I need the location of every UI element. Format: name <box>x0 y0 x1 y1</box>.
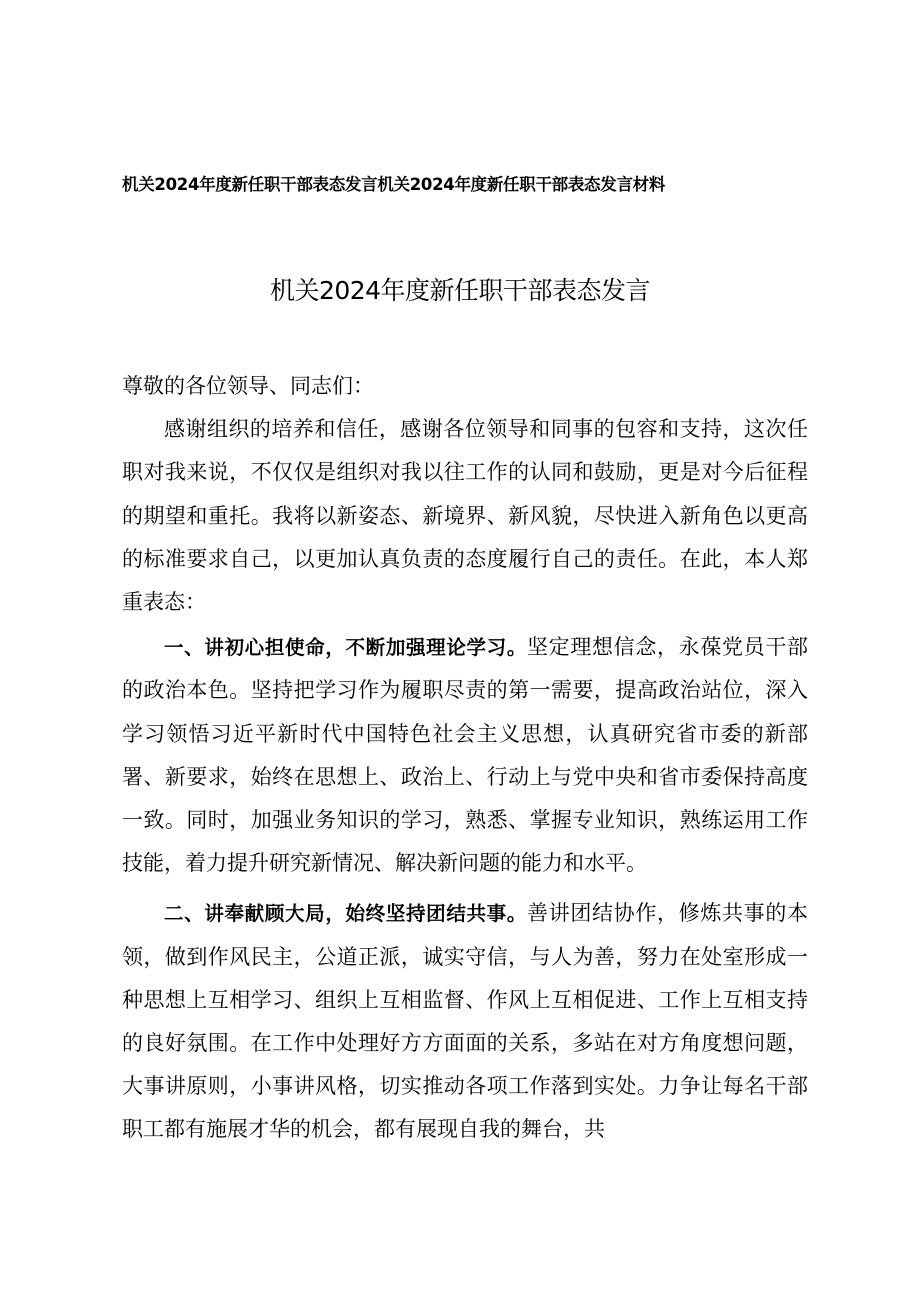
section-text-2: 善讲团结协作，修炼共事的本领，做到作风民主，公道正派，诚实守信，与人为善，努力在处室形成一种思想上互相学习、组织上互相监督、作风上互相促进、工作上互相支持的良好氛围。在工作中处理好方方面面的关系，多站在对方角度想问题，大事讲原则，小事讲风格，切实推动各项工作落到实处。力争让每名干部职工都有施展才华的机会，都有展现自我的舞台，共 <box>122 901 808 1142</box>
section-text-1: 坚定理想信念，永葆党员干部的政治本色。坚持把学习作为履职尽责的第一需要，提高政治站位，深入学习领悟习近平新时代中国特色社会主义思想，认真研究省市委的新部署、新要求，始终在思想上、政治上、行动上与党中央和省市委保持高度一致。同时，加强业务知识的学习，熟悉、掌握专业知识，熟练运用工作技能，着力提升研究新情况、解决新问题的能力和水平。 <box>122 635 808 876</box>
section-lead-2: 二、讲奉献顾大局，始终坚持团结共事。 <box>164 902 527 926</box>
salutation: 尊敬的各位领导、同志们： <box>122 374 374 398</box>
intro-paragraph: 感谢组织的培养和信任，感谢各位领导和同事的包容和支持，这次任职对我来说，不仅仅是组织对我以往工作的认同和鼓励，更是对今后征程的期望和重托。我将以新姿态、新境界、新风貌，尽快进入新角色以更高的标准要求自己，以更加认真负责的态度履行自己的责任。在此，本人郑重表态： <box>122 417 808 615</box>
document-body <box>122 365 808 1152</box>
running-head: 机关2024年度新任职干部表态发言机关2024年度新任职干部表态发言材料 <box>122 175 666 194</box>
document-title: 机关2024年度新任职干部表态发言 <box>269 276 651 305</box>
section-paragraph-2 <box>122 892 808 1151</box>
section-paragraph-1 <box>122 626 808 885</box>
section-lead-1: 一、讲初心担使命，不断加强理论学习。 <box>164 636 527 660</box>
